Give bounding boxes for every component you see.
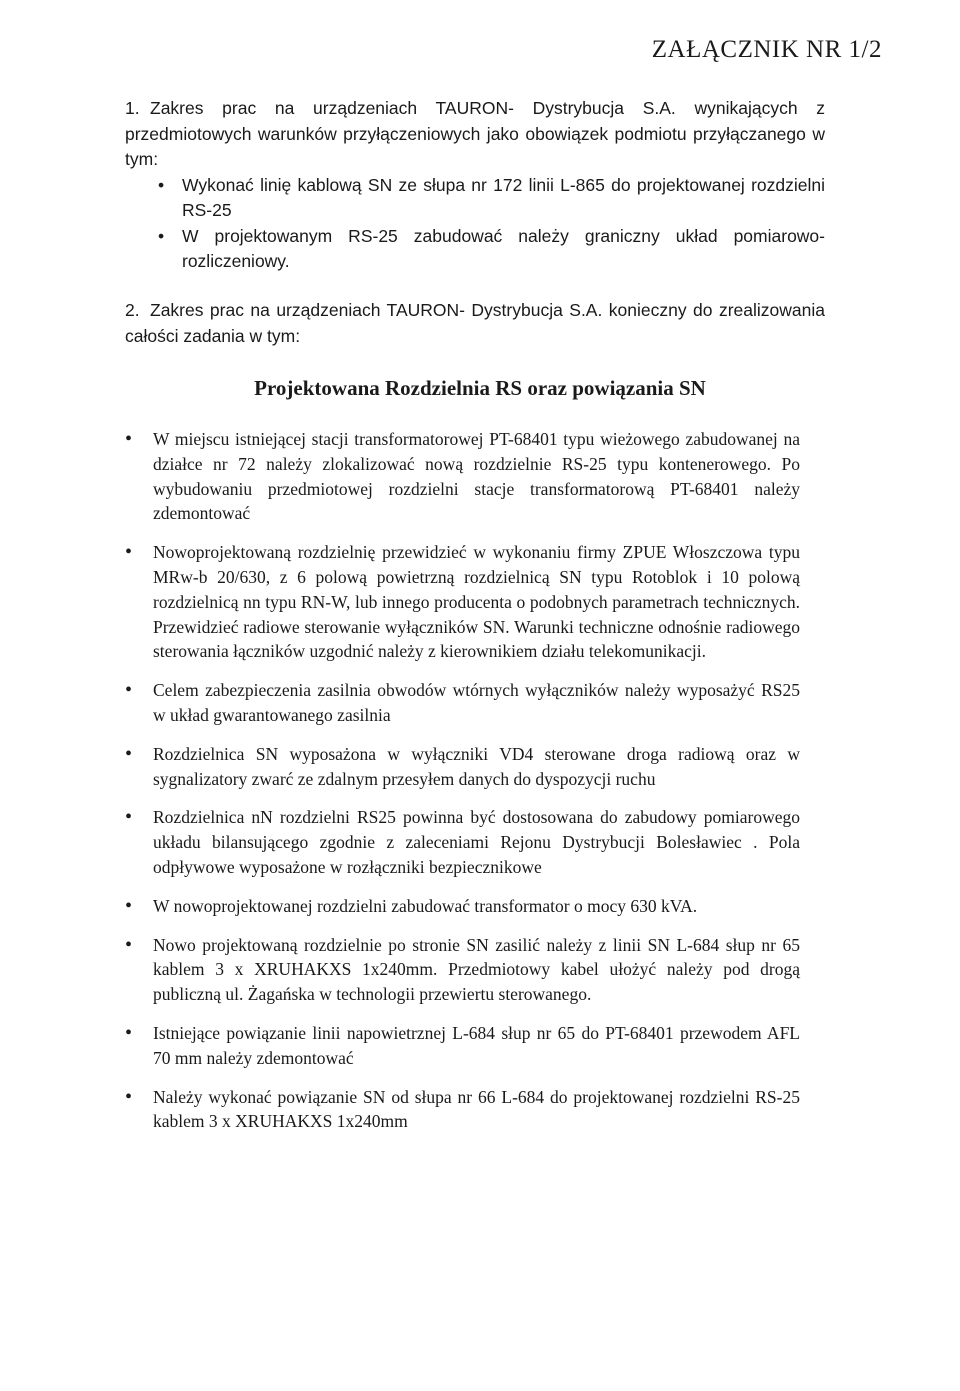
section-1-lead-text: Zakres prac na urządzeniach TAURON- Dystrybucja S.A. wynikających z przedmiotowych warunków przyłączeniowych jako obowiązek podmiotu przyłączanego w tym:	[125, 98, 825, 169]
list-item: • Celem zabezpieczenia zasilnia obwodów wtórnych wyłączników należy wyposażyć RS25 w układ gwarantowanego zasilnia	[125, 678, 800, 728]
section-1-bullets	[125, 173, 825, 275]
scope-list	[125, 427, 800, 1134]
section-title: Projektowana Rozdzielnia RS oraz powiązania SN	[254, 376, 706, 400]
section-1-bullet: • Wykonać linię kablową SN ze słupa nr 172 linii L-865 do projektowanej rozdzielni RS-25	[150, 173, 825, 224]
list-item: • Rozdzielnica SN wyposażona w wyłączniki VD4 sterowane droga radiową oraz w sygnalizatory zwarć ze zdalnym przesyłem danych do dyspozycji ruchu	[125, 742, 800, 792]
attachment-header: ZAŁĄCZNIK NR 1/2	[651, 36, 882, 63]
section-2	[125, 298, 825, 349]
list-item: • Rozdzielnica nN rozdzielni RS25 powinna być dostosowana do zabudowy pomiarowego układu bilansującego zgodnie z zaleceniami Rejonu Dystrybucji Bolesławiec . Pola odpływowe wyposażone w rozłączniki bezpiecznikowe	[125, 805, 800, 879]
section-2-lead	[125, 298, 825, 349]
section-1-bullet: • W projektowanym RS-25 zabudować należy graniczny układ pomiarowo-rozliczeniowy.	[150, 224, 825, 275]
section-1	[125, 96, 825, 275]
list-item: • Należy wykonać powiązanie SN od słupa nr 66 L-684 do projektowanej rozdzielni RS-25 kablem 3 x XRUHAKXS 1x240mm	[125, 1085, 800, 1135]
section-1-number: 1.	[125, 98, 140, 118]
list-item: • Nowo projektowaną rozdzielnie po stronie SN zasilić należy z linii SN L-684 słup nr 65 kablem 3 x XRUHAKXS 1x240mm. Przedmiotowy kabel ułożyć należy pod drogą publiczną ul. Żagańska w technologii przewiertu sterowanego.	[125, 933, 800, 1007]
list-item: • W nowoprojektowanej rozdzielni zabudować transformator o mocy 630 kVA.	[125, 894, 800, 919]
list-item: • W miejscu istniejącej stacji transformatorowej PT-68401 typu wieżowego zabudowanej na działce nr 72 należy zlokalizować nową rozdzielnie RS-25 typu kontenerowego. Po wybudowaniu przedmiotowej rozdzielni stacje transformatorową PT-68401 należy zdemontować	[125, 427, 800, 526]
list-item: • Nowoprojektowaną rozdzielnię przewidzieć w wykonaniu firmy ZPUE Włoszczowa typu MRw-b 20/630, z 6 polową powietrzną rozdzielnicą SN typu Rotoblok i 10 polową rozdzielnicą nn typu RN-W, lub innego producenta o podobnych parametrach technicznych. Przewidzieć radiowe sterowanie wyłączników SN. Warunki techniczne odnośnie radiowego sterowania łączników uzgodnić należy z kierownikiem działu telekomunikacji.	[125, 540, 800, 664]
section-1-lead	[125, 96, 825, 173]
section-2-number: 2.	[125, 300, 140, 320]
section-2-lead-text: Zakres prac na urządzeniach TAURON- Dystrybucja S.A. konieczny do zrealizowania całości zadania w tym:	[125, 300, 825, 346]
list-item: • Istniejące powiązanie linii napowietrznej L-684 słup nr 65 do PT-68401 przewodem AFL 70 mm należy zdemontować	[125, 1021, 800, 1071]
